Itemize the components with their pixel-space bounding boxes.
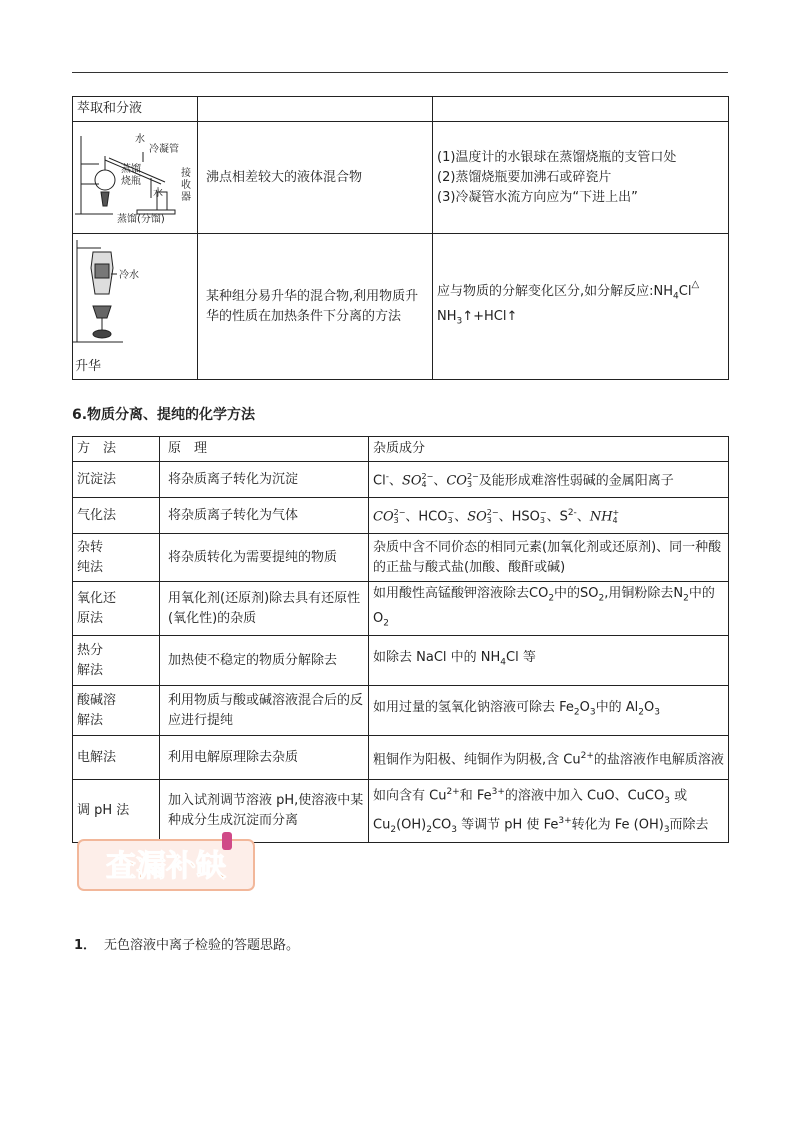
method-cell: 电解法 [73,736,160,780]
separation-table-physical [72,96,729,380]
header-impurity: 杂质成分 [369,437,729,462]
header-method: 方 法 [73,437,160,462]
label-water-top: 水 [135,134,145,145]
note-line: (2)蒸馏烧瓶要加沸石或碎瓷片 [437,169,612,185]
sublimation-apparatus-illustration [73,234,197,350]
method-cell: 杂转 纯法 [73,534,160,582]
label-water-bottom: 水 [153,188,163,199]
principle-cell: 利用物质与酸或碱溶液混合后的反应进行提纯 [160,686,369,736]
impurity-cell: 杂质中含不同价态的相同元素(加氧化剂或还原剂)、同一种酸的正盐与酸式盐(加酸、酸酐或碱) [369,534,729,582]
question-text: 无色溶液中离子检验的答题思路。 [104,938,300,953]
separation-table-chemical [72,436,729,843]
principle-cell: 加热使不稳定的物质分解除去 [160,636,369,686]
principle-cell: 沸点相差较大的液体混合物 [198,122,433,234]
section-banner [74,832,260,894]
label-distillation: 蒸馏(分馏) [117,214,165,225]
method-cell: 氧化还 原法 [73,582,160,636]
note-text: 应与物质的分解变化区分,如分解反应:NH [437,283,674,299]
distillation-figure-cell [73,122,198,234]
banner-title: 查漏补缺 [106,849,226,884]
paperclip-icon [222,832,232,850]
impurity-cell: 如向含有 $Cu^{2+}$和 $Fe^{3+}$的溶液中加入 CuO、CuCO$_3$ 或 $Cu_2(OH)_2CO_3$ 等调节 pH 使 $Fe^{3+}$转化为 Fe $(OH)_3$而除去 [369,780,729,843]
principle-cell: 利用电解原理除去杂质 [160,736,369,780]
label-receiver-3: 器 [181,192,191,203]
sublimation-figure-cell [73,234,198,380]
impurity-cell: 如除去 NaCl 中的 $NH_4Cl$ 等 [369,636,729,686]
principle-cell: 将杂质离子转化为沉淀 [160,462,369,498]
principle-cell [198,97,433,122]
sublimation-label: 升华 [75,359,102,374]
question-number: 1． [74,938,97,953]
distillation-apparatus-illustration [73,122,197,226]
heat-triangle-icon: △ [691,278,700,290]
method-cell: 气化法 [73,498,160,534]
notes-cell: 应与物质的分解变化区分,如分解反应$:NH_4Cl^\triangle$ $NH_3↑+HCl↑$ [433,234,729,380]
label-flask: 烧瓶 [121,176,141,187]
principle-cell: 用氧化剂(还原剂)除去具有还原性(氧化性)的杂质 [160,582,369,636]
method-cell: 热分 解法 [73,636,160,686]
header-principle: 原 理 [160,437,369,462]
label-receiver-2: 收 [181,180,191,191]
section-title: 6.物质分离、提纯的化学方法 [72,407,256,423]
method-cell: 酸碱溶 解法 [73,686,160,736]
impurity-cell: 如用过量的氢氧化钠溶液可除去 $Fe_2O_3$中的 $Al_2O_3$ [369,686,729,736]
header-rule [72,72,728,73]
principle-cell: 将杂质离子转化为气体 [160,498,369,534]
label-condenser: 冷凝管 [149,144,179,155]
note-line: (1)温度计的水银球在蒸馏烧瓶的支管口处 [437,149,677,165]
note-line: (3)冷凝管水流方向应为“下进上出” [437,189,638,205]
note-text: NH [437,308,457,324]
principle-cell: 某种组分易升华的混合物,利用物质升华的性质在加热条件下分离的方法 [198,234,433,380]
label-cold-water: 冷水 [119,270,139,281]
impurity-cell: CO 2− 3 、HCO − 3 、SO 2− 3 、HSO − 3 、$S^{2-}$、NH + 4 [369,498,729,534]
impurity-cell: 如用酸性高锰酸钾溶液除去$CO_2$中的$SO_2$,用铜粉除去$N_2$中的$O_2$ [369,582,729,636]
impurity-cell: Cl-、SO 2− 4 、CO 2− 3 及能形成难溶性弱碱的金属阳离子 [369,462,729,498]
notes-cell [433,122,729,234]
method-cell: 调 pH 法 [73,780,160,843]
question-1 [74,934,299,953]
method-cell: 沉淀法 [73,462,160,498]
principle-cell: 将杂质转化为需要提纯的物质 [160,534,369,582]
note-text: ↑+HCl↑ [462,308,518,324]
impurity-text: 及能形成难溶性弱碱的金属阳离子 [478,473,674,489]
notes-cell [433,97,729,122]
principle-cell: 加入试剂调节溶液 pH,使溶液中某种成分生成沉淀而分离 [160,780,369,843]
impurity-cell: 粗铜作为阳极、纯铜作为阴极,含 $Cu^{2+}$的盐溶液作电解质溶液 [369,736,729,780]
method-cell: 萃取和分液 [73,97,198,122]
label-receiver-1: 接 [181,168,191,179]
label-distill: 蒸馏 [121,164,141,175]
